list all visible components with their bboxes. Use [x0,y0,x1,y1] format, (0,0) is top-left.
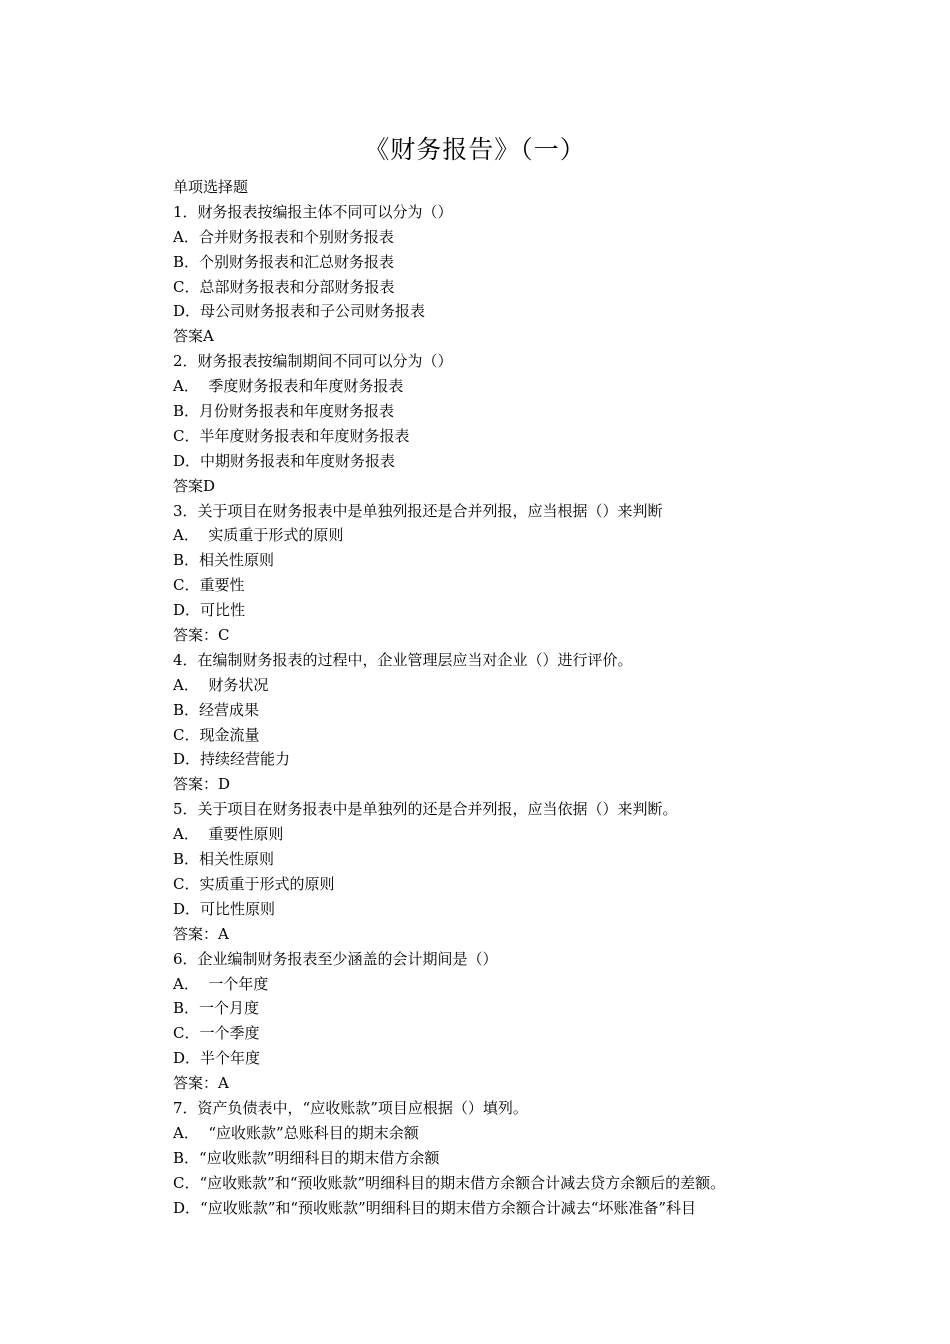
text-line: C．半年度财务报表和年度财务报表 [173,426,410,445]
text-line: 7．资产负债表中，“应收账款”项目应根据（）填列。 [173,1098,528,1117]
text-line: D．持续经营能力 [173,750,291,769]
text-line: 1．财务报表按编报主体不同可以分为（） [173,202,453,221]
text-line: D．中期财务报表和年度财务报表 [173,451,396,470]
text-line: D．可比性 [173,601,246,620]
text-line: B．相关性原则 [173,850,275,869]
text-line: C．总部财务报表和分部财务报表 [173,277,395,296]
text-line: 答案：C [173,626,230,645]
text-line: 5．关于项目在财务报表中是单独列的还是合并列报，应当依据（）来判断。 [173,800,678,819]
text-line: C．实质重于形式的原则 [173,874,335,893]
text-line: B．“应收账款”明细科目的期末借方余额 [173,1148,440,1167]
text-line: 3．关于项目在财务报表中是单独列报还是合并列报，应当根据（）来判断 [173,501,663,520]
text-line: 6．企业编制财务报表至少涵盖的会计期间是（） [173,949,498,968]
text-line: A． 重要性原则 [173,825,284,844]
text-line: D．半个年度 [173,1049,261,1068]
section-heading: 单项选择题 [173,178,249,196]
text-line: A． 财务状况 [173,675,269,694]
text-line: D．母公司财务报表和子公司财务报表 [173,302,426,321]
text-line: C．现金流量 [173,725,260,744]
text-line: B．月份财务报表和年度财务报表 [173,402,395,421]
text-line: 4．在编制财务报表的过程中，企业管理层应当对企业（）进行评价。 [173,650,633,669]
document-title: 《财务报告》（一） [364,135,586,164]
text-line: B．相关性原则 [173,551,275,570]
text-line: C．重要性 [173,576,245,595]
text-line: D．“应收账款”和“预收账款”明细科目的期末借方余额合计减去“坏账准备”科目 [173,1198,697,1217]
text-line: B．一个月度 [173,999,260,1018]
text-line: D．可比性原则 [173,899,276,918]
text-line: 答案A [173,327,214,346]
document-body [173,175,833,1220]
text-line: A． 实质重于形式的原则 [173,526,344,545]
text-line: A． 季度财务报表和年度财务报表 [173,377,404,396]
text-line: C．一个季度 [173,1024,260,1043]
text-line: A．合并财务报表和个别财务报表 [173,227,394,246]
text-line: 答案：D [173,775,231,794]
text-line: 答案：A [173,924,229,943]
text-line: 答案：A [173,1074,229,1093]
text-line: C．“应收账款”和“预收账款”明细科目的期末借方余额合计减去贷方余额后的差额。 [173,1173,726,1192]
text-line: B．经营成果 [173,700,260,719]
text-line: B．个别财务报表和汇总财务报表 [173,252,395,271]
text-line: 2．财务报表按编制期间不同可以分为（） [173,352,453,371]
text-line: A． 一个年度 [173,974,269,993]
text-line: 答案D [173,476,216,495]
text-line: A． “应收账款”总账科目的期末余额 [173,1123,419,1142]
